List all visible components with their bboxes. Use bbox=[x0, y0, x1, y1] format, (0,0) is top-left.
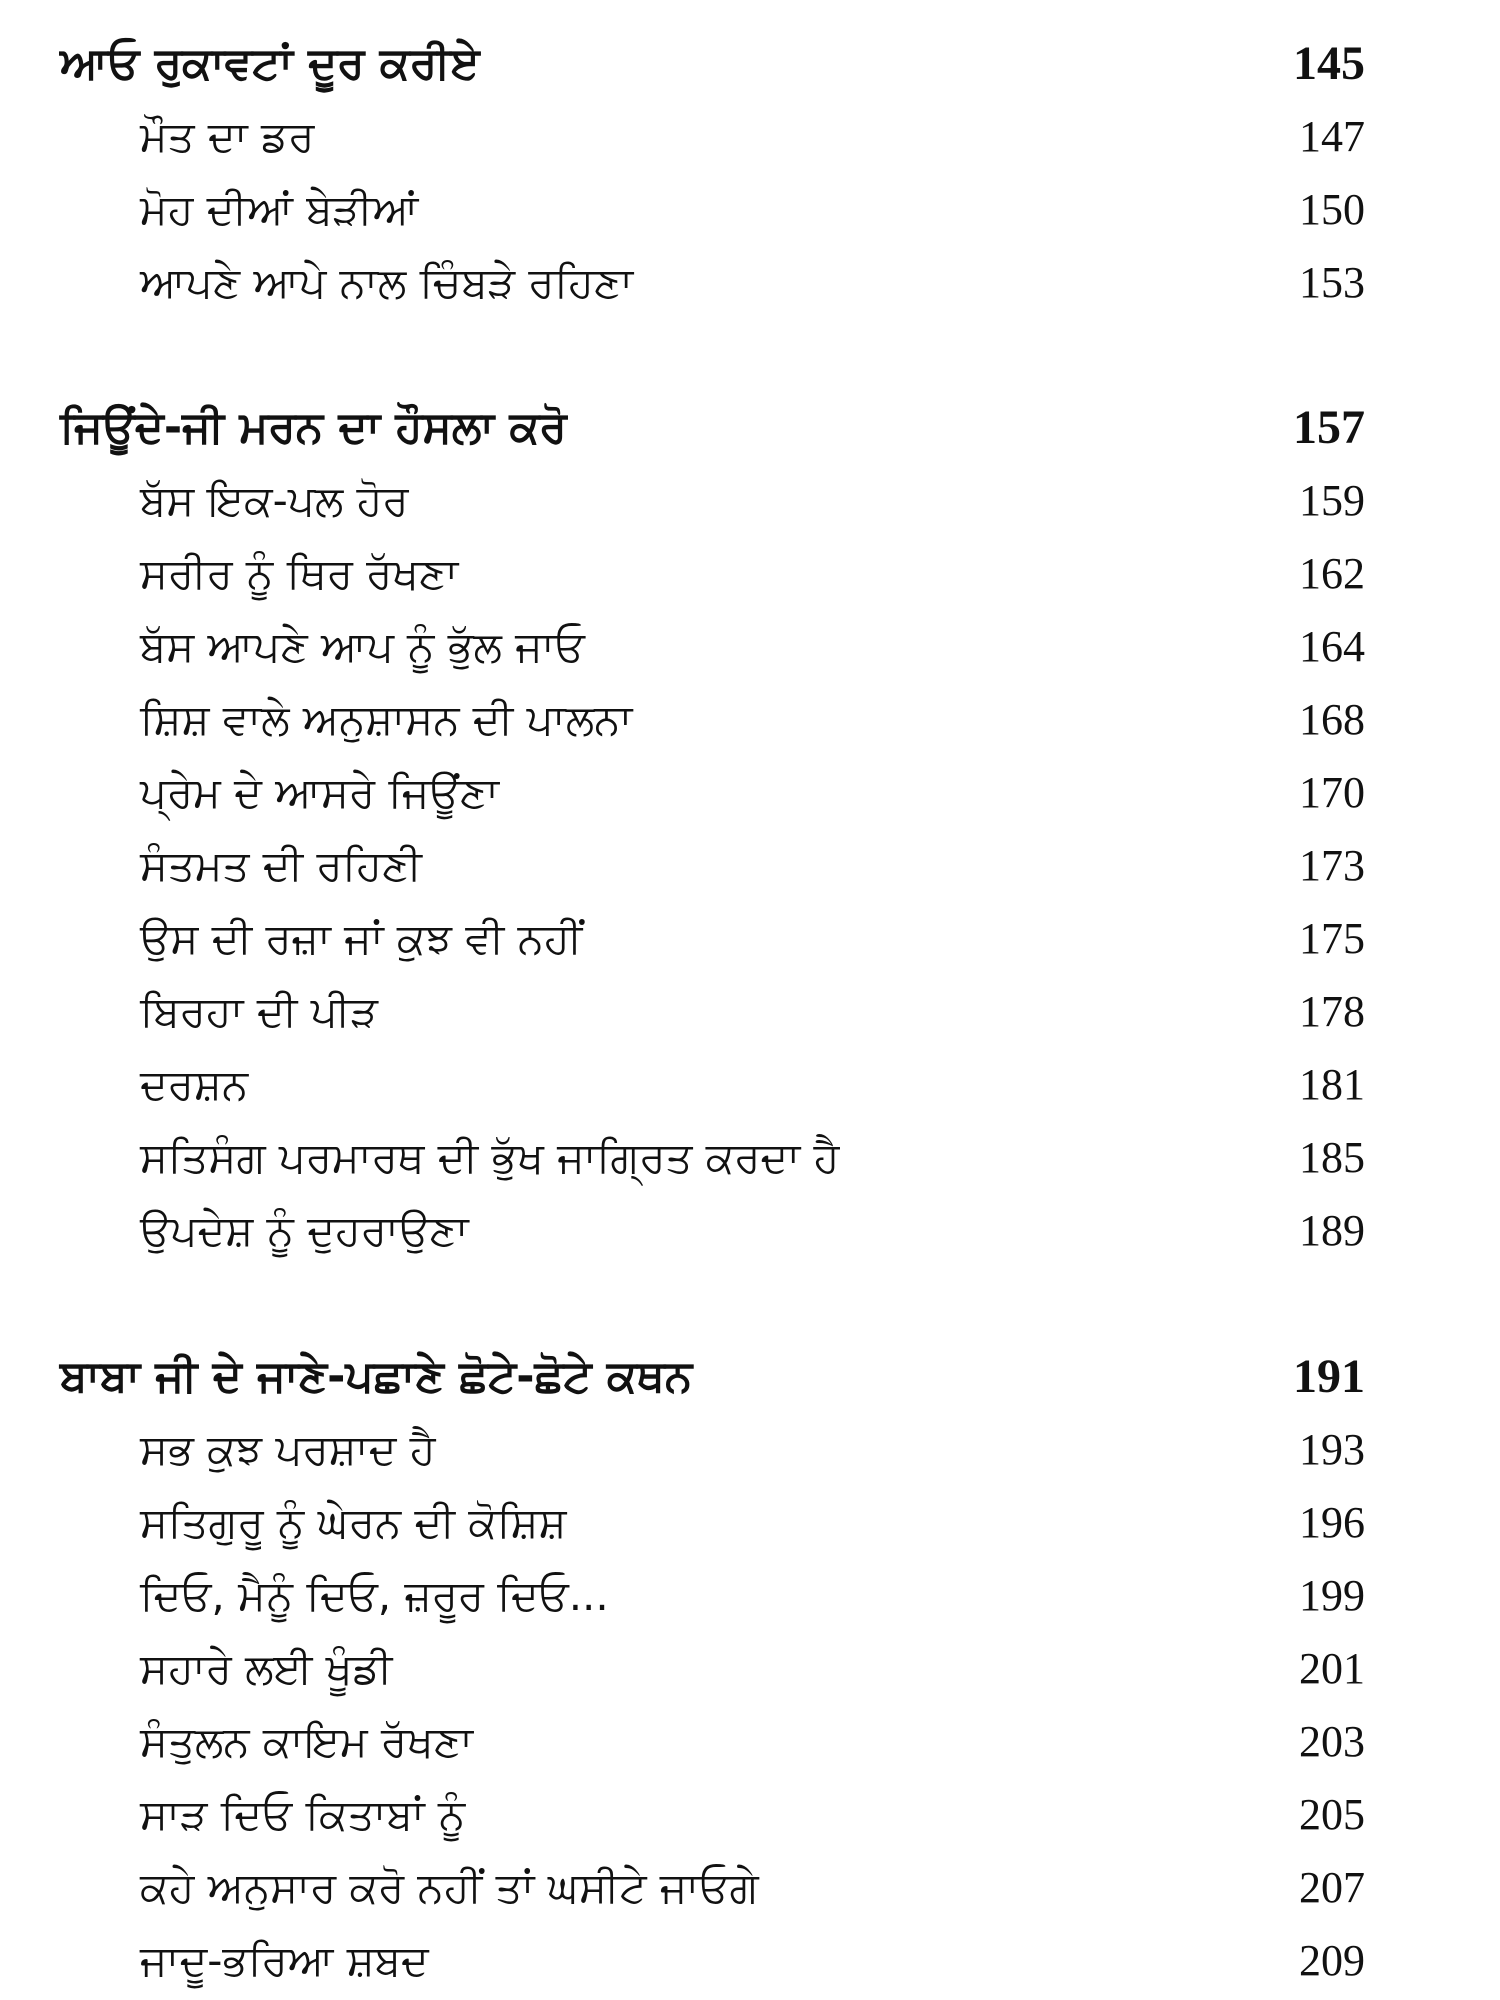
entry-title: ਸਹਾਰੇ ਲਈ ਖੂੰਡੀ bbox=[140, 1644, 393, 1693]
entry-page-number: 153 bbox=[1299, 258, 1365, 307]
entry-title: ਜਾਦੂ-ਭਰਿਆ ਸ਼ਬਦ bbox=[140, 1936, 429, 1985]
entry-page-number: 205 bbox=[1299, 1790, 1365, 1839]
section-heading[interactable] bbox=[0, 27, 1500, 100]
toc-entry[interactable] bbox=[0, 173, 1500, 246]
entry-title: ਦਰਸ਼ਨ bbox=[140, 1060, 249, 1109]
entry-page-number: 175 bbox=[1299, 914, 1365, 963]
entry-page-number: 203 bbox=[1299, 1717, 1365, 1766]
entry-page-number: 181 bbox=[1299, 1060, 1365, 1109]
toc-entry[interactable] bbox=[0, 683, 1500, 756]
toc-entry[interactable] bbox=[0, 975, 1500, 1048]
toc-entry[interactable] bbox=[0, 610, 1500, 683]
section-page-number: 145 bbox=[1293, 37, 1365, 90]
toc-entry[interactable] bbox=[0, 1194, 1500, 1267]
entry-page-number: 147 bbox=[1299, 112, 1365, 161]
entry-page-number: 159 bbox=[1299, 476, 1365, 525]
entry-title: ਉਪਦੇਸ਼ ਨੂੰ ਦੁਹਰਾਉਣਾ bbox=[140, 1206, 469, 1255]
toc-entry[interactable] bbox=[0, 464, 1500, 537]
toc-entry[interactable] bbox=[0, 1778, 1500, 1851]
entry-page-number: 162 bbox=[1299, 549, 1365, 598]
entry-title: ਉਸ ਦੀ ਰਜ਼ਾ ਜਾਂ ਕੁਝ ਵੀ ਨਹੀਂ bbox=[140, 914, 583, 963]
toc-entry[interactable] bbox=[0, 100, 1500, 173]
entry-title: ਕਹੇ ਅਨੁਸਾਰ ਕਰੋ ਨਹੀਂ ਤਾਂ ਘਸੀਟੇ ਜਾਓਗੇ bbox=[140, 1863, 759, 1912]
entry-page-number: 207 bbox=[1299, 1863, 1365, 1912]
entry-title: ਪ੍ਰੇਮ ਦੇ ਆਸਰੇ ਜਿਊਂਣਾ bbox=[140, 768, 500, 817]
toc-entry[interactable] bbox=[0, 1632, 1500, 1705]
entry-title: ਬੱਸ ਇਕ-ਪਲ ਹੋਰ bbox=[140, 476, 409, 525]
toc-section bbox=[0, 391, 1500, 1267]
toc-entry[interactable] bbox=[0, 1851, 1500, 1924]
toc-entry[interactable] bbox=[0, 1486, 1500, 1559]
section-heading[interactable] bbox=[0, 1340, 1500, 1413]
toc-section bbox=[0, 27, 1500, 319]
toc-entry[interactable] bbox=[0, 537, 1500, 610]
entry-title: ਸਰੀਰ ਨੂੰ ਥਿਰ ਰੱਖਣਾ bbox=[140, 549, 459, 598]
entry-page-number: 170 bbox=[1299, 768, 1365, 817]
entry-title: ਸੰਤਮਤ ਦੀ ਰਹਿਣੀ bbox=[140, 841, 422, 890]
toc-entry[interactable] bbox=[0, 1048, 1500, 1121]
toc-entry[interactable] bbox=[0, 829, 1500, 902]
entry-page-number: 173 bbox=[1299, 841, 1365, 890]
entry-title: ਬੱਸ ਆਪਣੇ ਆਪ ਨੂੰ ਭੁੱਲ ਜਾਓ bbox=[140, 622, 585, 671]
entry-page-number: 189 bbox=[1299, 1206, 1365, 1255]
entry-title: ਸੰਤੁਲਨ ਕਾਇਮ ਰੱਖਣਾ bbox=[140, 1717, 474, 1766]
entry-page-number: 164 bbox=[1299, 622, 1365, 671]
toc-entry[interactable] bbox=[0, 1924, 1500, 1997]
entry-title: ਸਤਿਸੰਗ ਪਰਮਾਰਥ ਦੀ ਭੁੱਖ ਜਾਗ੍ਰਿਤ ਕਰਦਾ ਹੈ bbox=[140, 1133, 840, 1182]
section-title: ਬਾਬਾ ਜੀ ਦੇ ਜਾਣੇ-ਪਛਾਣੇ ਛੋਟੇ-ਛੋਟੇ ਕਥਨ bbox=[60, 1351, 693, 1402]
entry-page-number: 178 bbox=[1299, 987, 1365, 1036]
toc-entry[interactable] bbox=[0, 1121, 1500, 1194]
section-title: ਆਓ ਰੁਕਾਵਟਾਂ ਦੂਰ ਕਰੀਏ bbox=[60, 38, 480, 89]
entry-page-number: 199 bbox=[1299, 1571, 1365, 1620]
entry-title: ਆਪਣੇ ਆਪੇ ਨਾਲ ਚਿੰਬੜੇ ਰਹਿਣਾ bbox=[140, 258, 634, 307]
toc-entry[interactable] bbox=[0, 246, 1500, 319]
entry-title: ਮੋਹ ਦੀਆਂ ਬੇੜੀਆਂ bbox=[140, 185, 419, 234]
toc-entry[interactable] bbox=[0, 902, 1500, 975]
entry-title: ਸਾੜ ਦਿਓ ਕਿਤਾਬਾਂ ਨੂੰ bbox=[140, 1790, 466, 1839]
toc-entry[interactable] bbox=[0, 1705, 1500, 1778]
entry-page-number: 150 bbox=[1299, 185, 1365, 234]
toc-section bbox=[0, 1340, 1500, 1997]
entry-title: ਬਿਰਹਾ ਦੀ ਪੀੜ bbox=[140, 987, 378, 1036]
section-page-number: 157 bbox=[1293, 401, 1365, 454]
entry-page-number: 209 bbox=[1299, 1936, 1365, 1985]
entry-title: ਦਿਓ, ਮੈਨੂੰ ਦਿਓ, ਜ਼ਰੂਰ ਦਿਓ... bbox=[140, 1571, 609, 1620]
entry-page-number: 193 bbox=[1299, 1425, 1365, 1474]
section-heading[interactable] bbox=[0, 391, 1500, 464]
entry-page-number: 196 bbox=[1299, 1498, 1365, 1547]
entry-title: ਸਭ ਕੁਝ ਪਰਸ਼ਾਦ ਹੈ bbox=[140, 1425, 436, 1474]
toc-entry[interactable] bbox=[0, 1559, 1500, 1632]
entry-title: ਸਤਿਗੁਰੂ ਨੂੰ ਘੇਰਨ ਦੀ ਕੋਸ਼ਿਸ਼ bbox=[140, 1498, 567, 1547]
entry-page-number: 185 bbox=[1299, 1133, 1365, 1182]
toc-entry[interactable] bbox=[0, 1413, 1500, 1486]
entry-title: ਮੌਤ ਦਾ ਡਰ bbox=[140, 112, 315, 161]
section-page-number: 191 bbox=[1293, 1350, 1365, 1403]
entry-page-number: 201 bbox=[1299, 1644, 1365, 1693]
toc-entry[interactable] bbox=[0, 756, 1500, 829]
entry-title: ਸ਼ਿਸ਼ ਵਾਲੇ ਅਨੁਸ਼ਾਸਨ ਦੀ ਪਾਲਨਾ bbox=[140, 695, 633, 744]
section-title: ਜਿਊਂਦੇ-ਜੀ ਮਰਨ ਦਾ ਹੌਸਲਾ ਕਰੋ bbox=[60, 402, 567, 453]
entry-page-number: 168 bbox=[1299, 695, 1365, 744]
